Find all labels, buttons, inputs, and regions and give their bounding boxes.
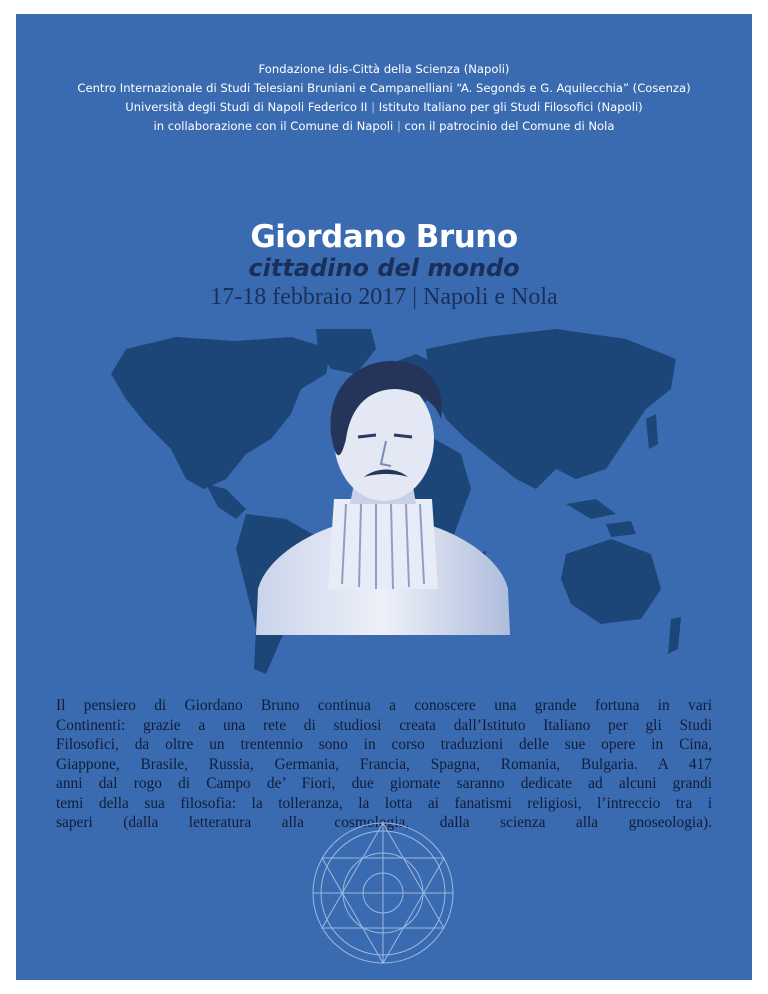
description-line: anni dal rogo di Campo de’ Fiori, due giornate saranno dedicate ad alcuni grandi xyxy=(56,775,712,792)
description-line: Continenti: grazie a una rete di studiosi creata dall’Istituto Italiano per gli Studi xyxy=(56,716,712,734)
separator: | xyxy=(371,100,376,114)
organizers-header xyxy=(16,60,752,136)
organizer-institute: Istituto Italiano per gli Studi Filosofici (Napoli) xyxy=(378,100,643,114)
bust-portrait xyxy=(246,349,518,635)
patronage-text: con il patrocinio del Comune di Nola xyxy=(404,119,615,133)
organizer-university: Università degli Studi di Napoli Federico II xyxy=(125,100,368,114)
organizer-line-2: Centro Internazionale di Studi Telesiani Bruniani e Campanelliani “A. Segonds e G. Aquilecchia” (Cosenza) xyxy=(77,81,691,95)
separator: | xyxy=(396,119,401,133)
organizer-line-1: Fondazione Idis-Città della Scienza (Napoli) xyxy=(258,62,510,76)
event-subtitle: cittadino del mondo xyxy=(248,254,520,282)
organizer-line-4 xyxy=(16,117,752,136)
event-dateline: 17-18 febbraio 2017 | Napoli e Nola xyxy=(210,284,558,310)
poster xyxy=(16,14,752,980)
bruno-diagram-emblem xyxy=(308,818,458,968)
description-line: Filosofici, da oltre un trentennio sono in corso traduzioni delle sue opere in Cina, xyxy=(56,736,712,753)
description-line: Il pensiero di Giordano Bruno continua a conoscere una grande fortuna in vari xyxy=(56,697,712,714)
description-line: Giappone, Brasile, Russia, Germania, Francia, Spagna, Romania, Bulgaria. A 417 xyxy=(56,755,712,773)
description-paragraph xyxy=(56,696,712,833)
organizer-line-3 xyxy=(16,98,752,117)
description-line: saperi (dalla letteratura alla cosmologia, dalla scienza alla gnoseologia). xyxy=(56,814,712,831)
collaboration-text: in collaborazione con il Comune di Napoli xyxy=(153,119,394,133)
description-line: temi della sua filosofia: la tolleranza, la lotta ai fanatismi religiosi, l’intreccio tra i xyxy=(56,794,712,812)
event-title: Giordano Bruno xyxy=(250,219,518,255)
